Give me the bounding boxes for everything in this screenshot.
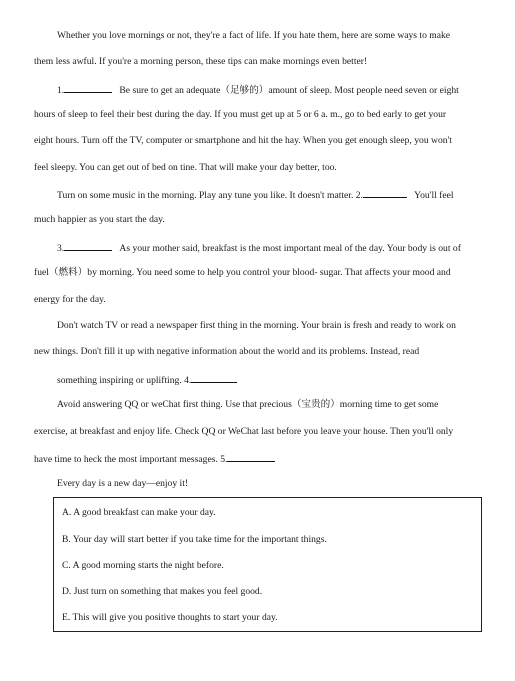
passage-line: much happier as you start the day. xyxy=(34,214,165,225)
passage-line: eight hours. Turn off the TV, computer or smartphone and hit the hay. When you get enough sleep, you won't xyxy=(34,135,452,146)
passage-line: Every day is a new day—enjoy it! xyxy=(57,478,189,489)
passage-text: something inspiring or uplifting. 4. xyxy=(57,375,192,386)
option-c[interactable]: C. A good morning starts the night before. xyxy=(62,560,224,571)
question-number-3: 3. xyxy=(57,243,65,254)
answer-blank-2[interactable] xyxy=(363,188,407,198)
answer-blank-3[interactable] xyxy=(64,241,112,251)
passage-line: feel sleepy. You can get out of bed on tine. That will make your day better, too. xyxy=(34,162,337,173)
passage-line xyxy=(57,373,237,387)
passage-line: energy for the day. xyxy=(34,294,106,305)
passage-line xyxy=(34,452,275,466)
option-b[interactable]: B. Your day will start better if you take time for the important things. xyxy=(62,534,327,545)
passage-line xyxy=(57,83,459,97)
passage-text: Turn on some music in the morning. Play any tune you like. It doesn't matter. 2. xyxy=(57,190,363,201)
passage-line: exercise, at breakfast and enjoy life. Check QQ or WeChat last before you leave your house. Then you'll only xyxy=(34,426,454,437)
passage-text: Be sure to get an adequate（足够的）amount of sleep. Most people need seven or eight xyxy=(119,85,459,96)
passage-text: You'll feel xyxy=(414,190,454,201)
question-number-1: 1. xyxy=(57,85,65,96)
passage-line: new things. Don't fill it up with negative information about the world and its problems. Instead, read xyxy=(34,346,420,357)
options-box xyxy=(53,497,482,632)
answer-blank-1[interactable] xyxy=(64,83,112,93)
passage-line xyxy=(57,188,454,202)
passage-line: Whether you love mornings or not, they're a fact of life. If you hate them, here are some ways to make xyxy=(57,30,451,41)
option-d[interactable]: D. Just turn on something that makes you feel good. xyxy=(62,586,263,597)
passage-line xyxy=(57,241,461,255)
answer-blank-5[interactable] xyxy=(227,452,275,462)
passage-line: them less awful. If you're a morning person, these tips can make mornings even better! xyxy=(34,56,368,67)
passage-text: have time to heck the most important messages. 5. xyxy=(34,454,228,465)
option-e[interactable]: E. This will give you positive thoughts to start your day. xyxy=(62,612,278,623)
option-a[interactable]: A. A good breakfast can make your day. xyxy=(62,507,216,518)
passage-line: Avoid answering QQ or weChat first thing. Use that precious（宝贵的）morning time to get some xyxy=(57,399,439,410)
passage-text: As your mother said, breakfast is the most important meal of the day. Your body is out of xyxy=(119,243,461,254)
answer-blank-4[interactable] xyxy=(191,373,237,383)
passage-line: Don't watch TV or read a newspaper first thing in the morning. Your brain is fresh and ready to work on xyxy=(57,320,456,331)
passage-line: fuel（燃料）by morning. You need some to help you control your blood- sugar. That affects your mood and xyxy=(34,267,451,278)
passage-line: hours of sleep to feel their best during the day. If you must get up at 5 or 6 a. m., go to bed early to get your xyxy=(34,109,447,120)
